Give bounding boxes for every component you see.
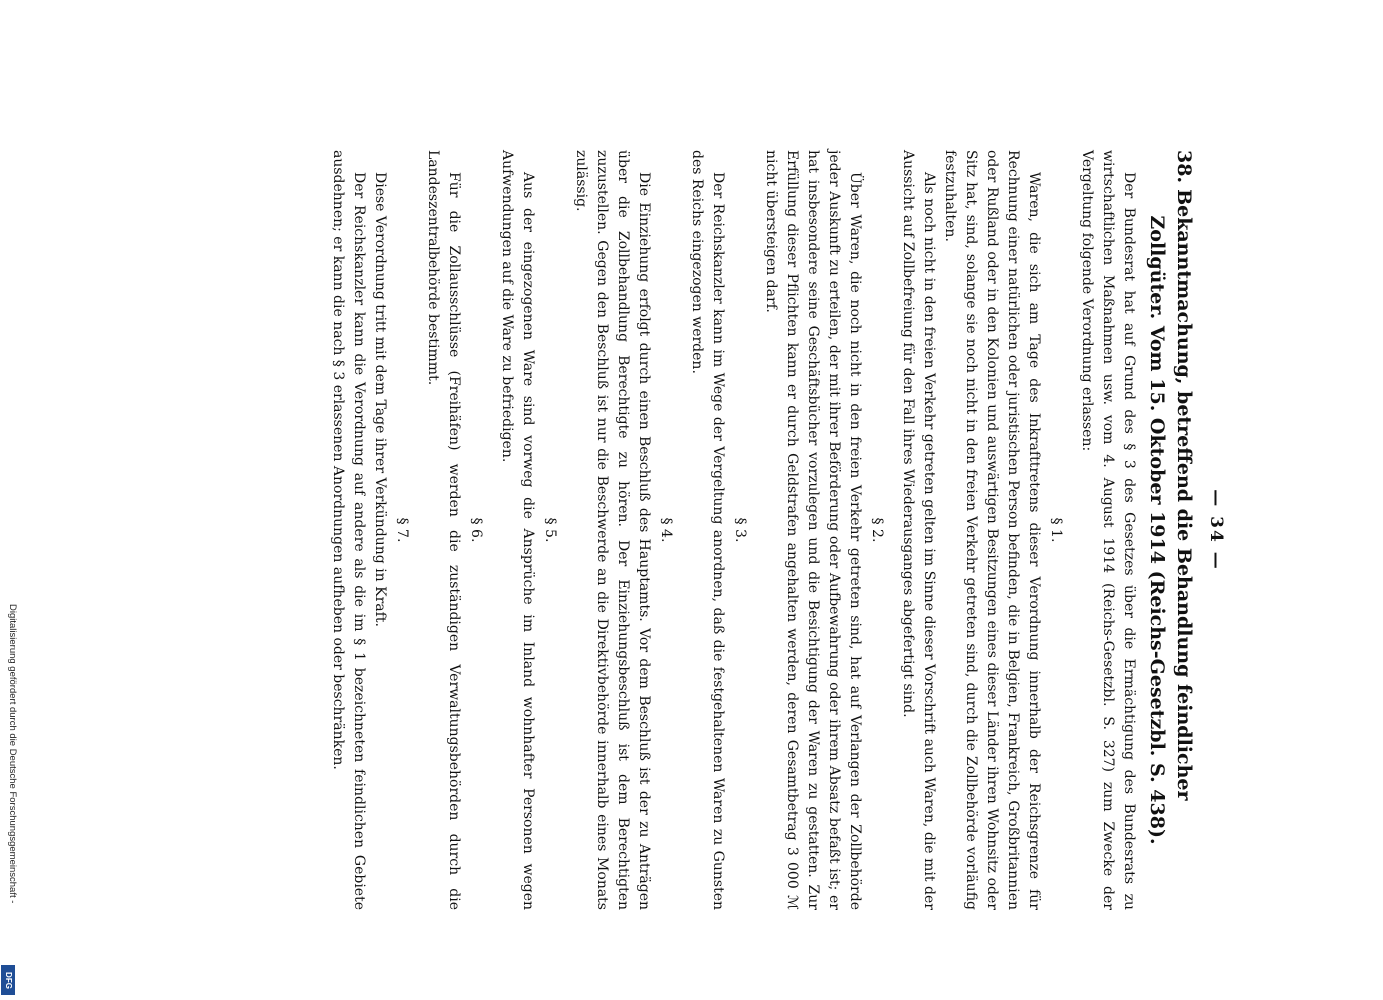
section-7-paragraph-2: Der Reichskanzler kann die Verordnung auf andere als die im § 1 bezeichneten feindlichen Gebiete ausdehnen; er kann die nach § 3 erlassenen Anordnungen aufheben oder beschränken. — [330, 150, 367, 910]
dfg-logo — [1, 965, 15, 995]
section-1-paragraph-1: Waren, die sich am Tage des Inkrafttretens dieser Verordnung innerhalb der Reichsgrenze für Rechnung einer natürlichen oder juristischen Person befinden, die in Belgien, Frankreich, Großbritannien oder Rußland oder in den Kolonien und auswärtigen Besitzungen eines dieser Länder ihren Wohnsitz oder Sitz hat, sind, solange sie noch nicht in den freien Verkehr getreten sind, durch die Zollbehörde vorläufig festzuhalten. — [942, 150, 1042, 910]
title-line-2: Zollgüter. Vom 15. Oktober 1914 (Reichs-Gesetzbl. S. 438). — [1146, 215, 1168, 845]
section-2-paragraph-1: Über Waren, die noch nicht in den freien Verkehr getreten sind, hat auf Verlangen der Zollbehörde jeder Auskunft zu erteilen, der mit ihrer Beförderung oder Aufbewahrung oder ihrem Absatz befaßt ist; er hat insbesondere seine Geschäftsbücher vorzulegen und die Besichtigung der Waren zu gestatten. Zur Erfüllung dieser Pflichten kann er durch Geldstrafen angehalten werden, deren Gesamtbetrag 3 000 ℳ nicht übersteigen darf. — [763, 150, 863, 910]
section-3-paragraph-1: Der Reichskanzler kann im Wege der Vergeltung anordnen, daß die festgehaltenen Waren zu Gunsten des Reichs eingezogen werden. — [689, 150, 726, 910]
section-7-paragraph-1: Diese Verordnung tritt mit dem Tage ihrer Verkündung in Kraft. — [372, 172, 388, 627]
document-page — [135, 150, 1235, 910]
digitization-credit: Digitalisierung gefördert durch die Deutsche Forschungsgemeinschaft - — [7, 604, 18, 904]
section-4-paragraph-1: Die Einziehung erfolgt durch einen Beschluß des Hauptamts. Vor dem Beschluß ist der zu Anträgen über die Zollbehandlung Berechtigte zu hören. Der Einziehungsbeschluß ist dem Berechtigten zuzustellen. Gegen den Beschluß ist nur die Beschwerde an die Direktivbehörde innerhalb eines Monats zulässig. — [573, 150, 652, 910]
section-1-heading: § 1. — [1048, 517, 1064, 543]
section-6-paragraph-1: Für die Zollausschlüsse (Freihäfen) werden die zuständigen Verwaltungsbehörden durch die Landeszentralbehörde bestimmt. — [425, 150, 462, 910]
section-3-heading: § 3. — [732, 517, 748, 543]
title-line-1: Bekanntmachung, betreffend die Behandlung feindlicher — [1173, 189, 1195, 801]
section-2-heading: § 2. — [869, 517, 885, 543]
page-number: — 34 — — [1206, 489, 1226, 571]
title-number: 38. — [1173, 150, 1195, 184]
section-6-heading: § 6. — [468, 517, 484, 543]
section-7-heading: § 7. — [394, 517, 410, 543]
intro-paragraph: Der Bundesrat hat auf Grund des § 3 des Gesetzes über die Ermächtigung des Bundesrats zu wirtschaftlichen Maßnahmen usw. vom 4. August 1914 (Reichs-Gesetzbl. S. 327) zum Zwecke der Vergeltung folgende Verordnung erlassen: — [1079, 150, 1137, 910]
section-4-heading: § 4. — [658, 517, 674, 543]
dfg-logo-text: DFG — [3, 971, 13, 989]
page-title — [1143, 150, 1197, 910]
section-5-paragraph-1: Aus der eingezogenen Ware sind vorweg die Ansprüche im Inland wohnhafter Personen wegen Aufwendungen auf die Ware zu befriedigen. — [499, 150, 536, 910]
section-1-paragraph-2: Als noch nicht in den freien Verkehr getreten gelten im Sinne dieser Vorschrift auch Waren, die mit der Aussicht auf Zollbefreiung für den Fall ihres Wiederausganges abgefertigt sind. — [900, 150, 937, 910]
section-5-heading: § 5. — [542, 517, 558, 543]
